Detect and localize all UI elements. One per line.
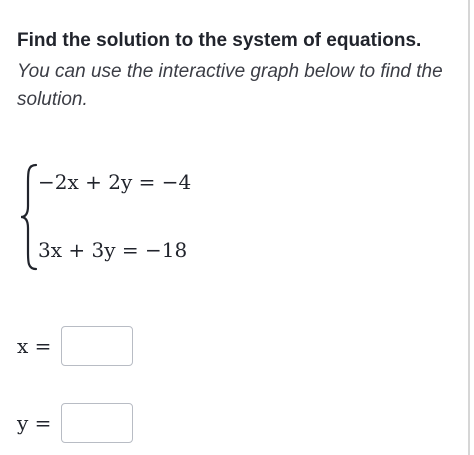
equation-1: −2x + 2y = −4	[38, 170, 192, 194]
equation-2: 3x + 3y = −18	[38, 238, 188, 262]
x-answer-row	[17, 325, 133, 367]
question-subtitle: You can use the interactive graph below to find the solution.	[17, 61, 443, 110]
question-title: Find the solution to the system of equations.	[17, 30, 422, 51]
x-answer-input[interactable]	[61, 326, 133, 366]
y-answer-input[interactable]	[61, 403, 133, 443]
equation-system	[20, 162, 260, 272]
y-answer-label: y =	[17, 411, 52, 435]
left-brace-icon	[20, 162, 38, 272]
y-answer-row	[17, 402, 133, 444]
right-divider	[468, 0, 470, 455]
x-answer-label: x =	[17, 334, 52, 358]
